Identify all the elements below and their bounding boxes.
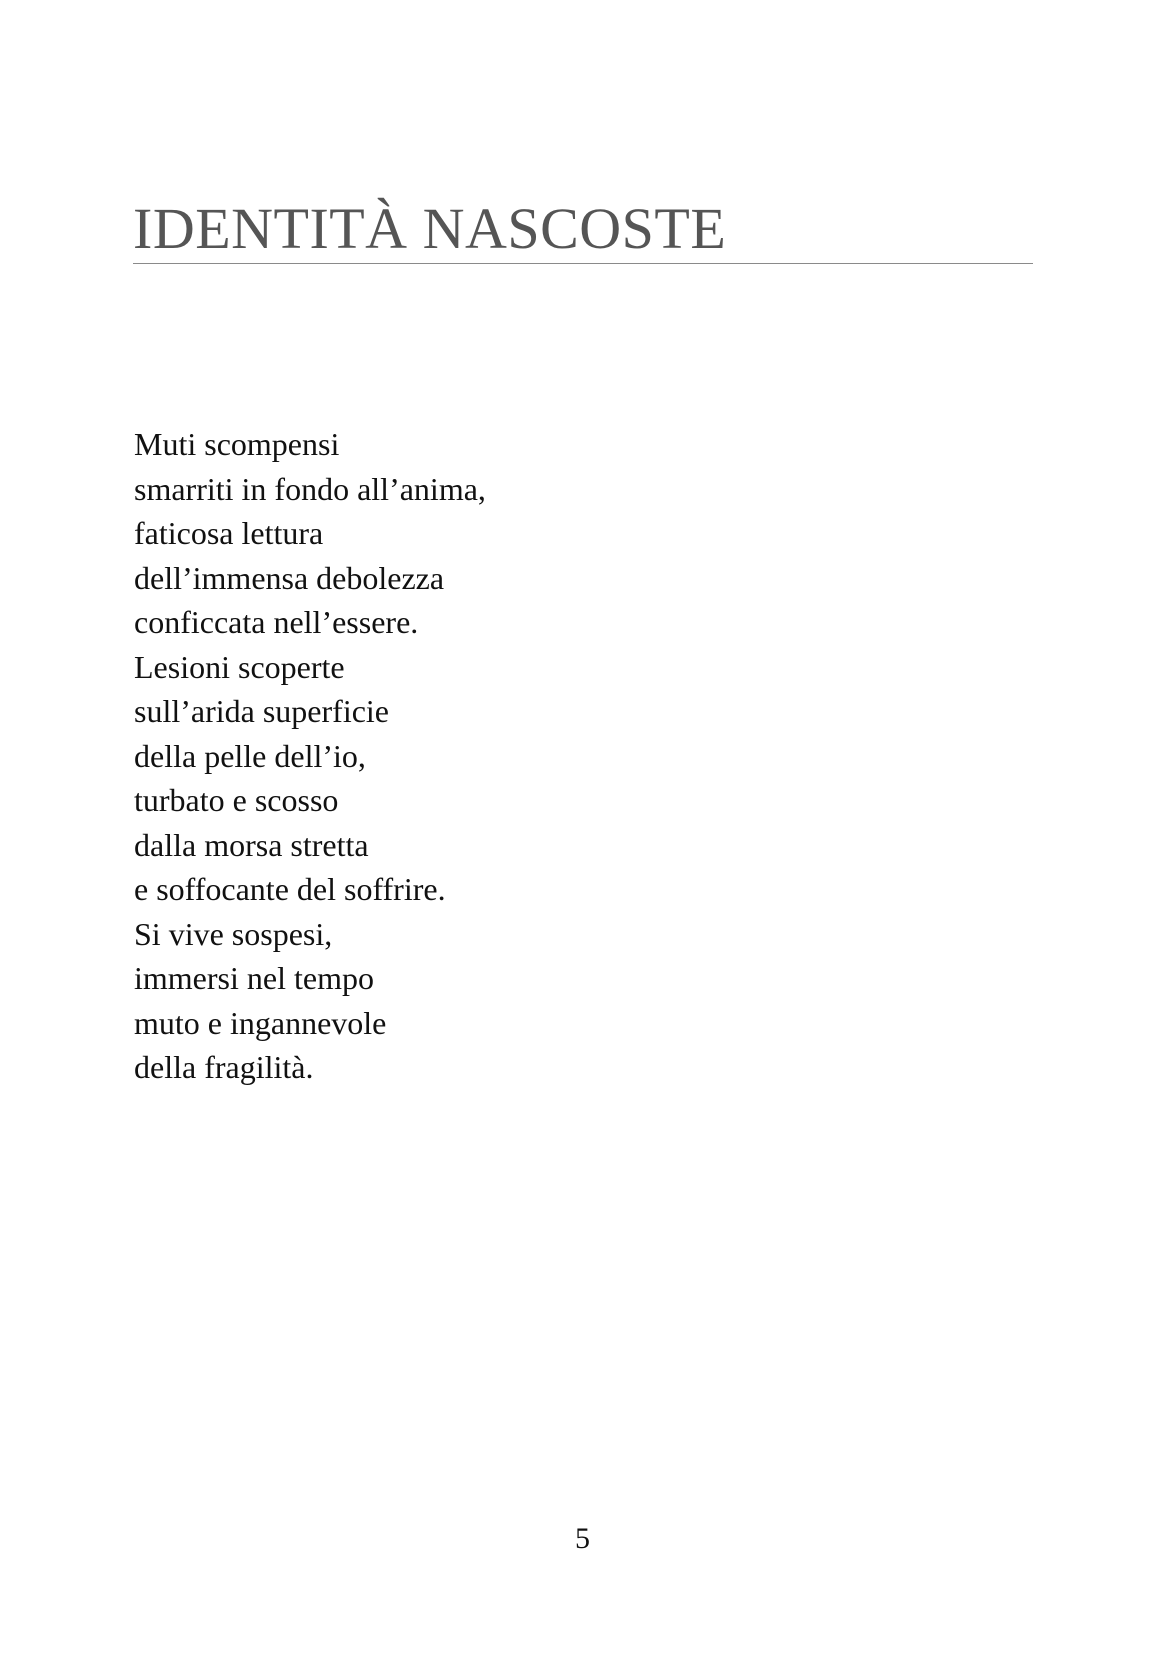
poem-line: e soffocante del soffrire. bbox=[134, 871, 446, 907]
poem-line: immersi nel tempo bbox=[134, 960, 374, 996]
poem-line: dalla morsa stretta bbox=[134, 826, 369, 863]
poem-line: Lesioni scoperte bbox=[134, 648, 345, 685]
page-title: IDENTITÀ NASCOSTE bbox=[133, 196, 727, 261]
poem-line: della fragilità. bbox=[134, 1049, 314, 1085]
poem-line: smarriti in fondo all’anima, bbox=[134, 470, 486, 507]
poem-line: Si vive sospesi, bbox=[134, 915, 333, 952]
poem-line: conficcata nell’essere. bbox=[134, 604, 419, 640]
poem-line: sull’arida superficie bbox=[134, 693, 389, 729]
poem-line: faticosa lettura bbox=[134, 515, 324, 551]
title-underline bbox=[133, 263, 1033, 264]
poem-line: della pelle dell’io, bbox=[134, 737, 366, 774]
poem-line: dell’immensa debolezza bbox=[134, 559, 445, 596]
poem-body bbox=[134, 422, 934, 1090]
poem-line: Muti scompensi bbox=[134, 426, 340, 462]
page-number: 5 bbox=[575, 1522, 590, 1555]
poem-line: muto e ingannevole bbox=[134, 1004, 387, 1041]
poem-line: turbato e scosso bbox=[134, 782, 339, 818]
